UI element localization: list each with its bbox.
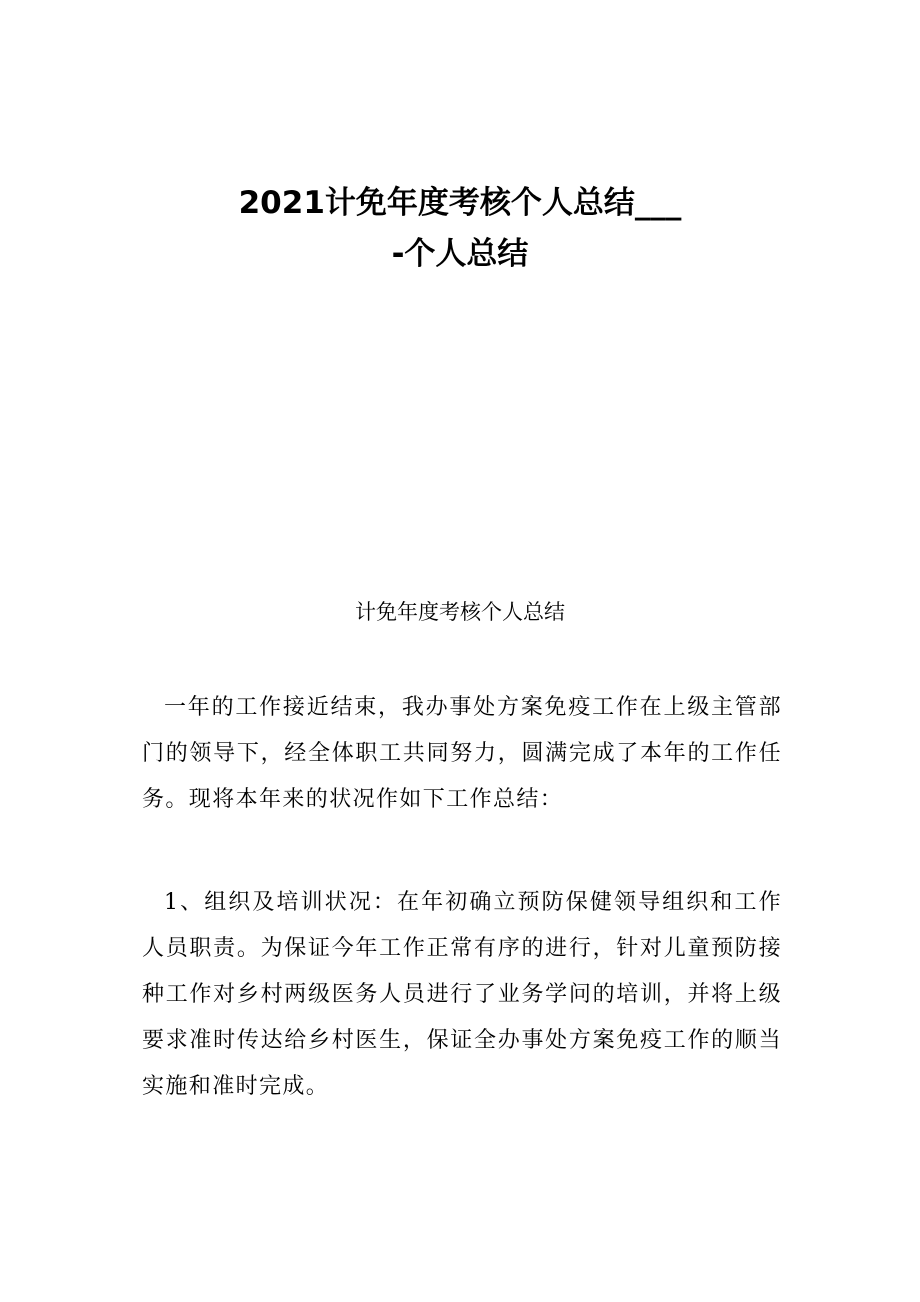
- title-line-2: -个人总结: [391, 236, 529, 272]
- section-subtitle: 计免年度考核个人总结: [355, 600, 565, 624]
- title-line-1: 2021计免年度考核个人总结___: [238, 185, 682, 221]
- paragraph-organization-training: 1、组织及培训状况：在年初确立预防保健领导组织和工作人员职责。为保证今年工作正常有序的进行，针对儿童预防接种工作对乡村两级医务人员进行了业务学问的培训，并将上级要求准时传达给乡村医生，保证全办事处方案免疫工作的顺当实施和准时完成。: [142, 890, 782, 1099]
- document-title: [0, 178, 920, 280]
- paragraph-intro: 一年的工作接近结束，我办事处方案免疫工作在上级主管部门的领导下，经全体职工共同努力，圆满完成了本年的工作任务。现将本年来的状况作如下工作总结：: [142, 695, 782, 812]
